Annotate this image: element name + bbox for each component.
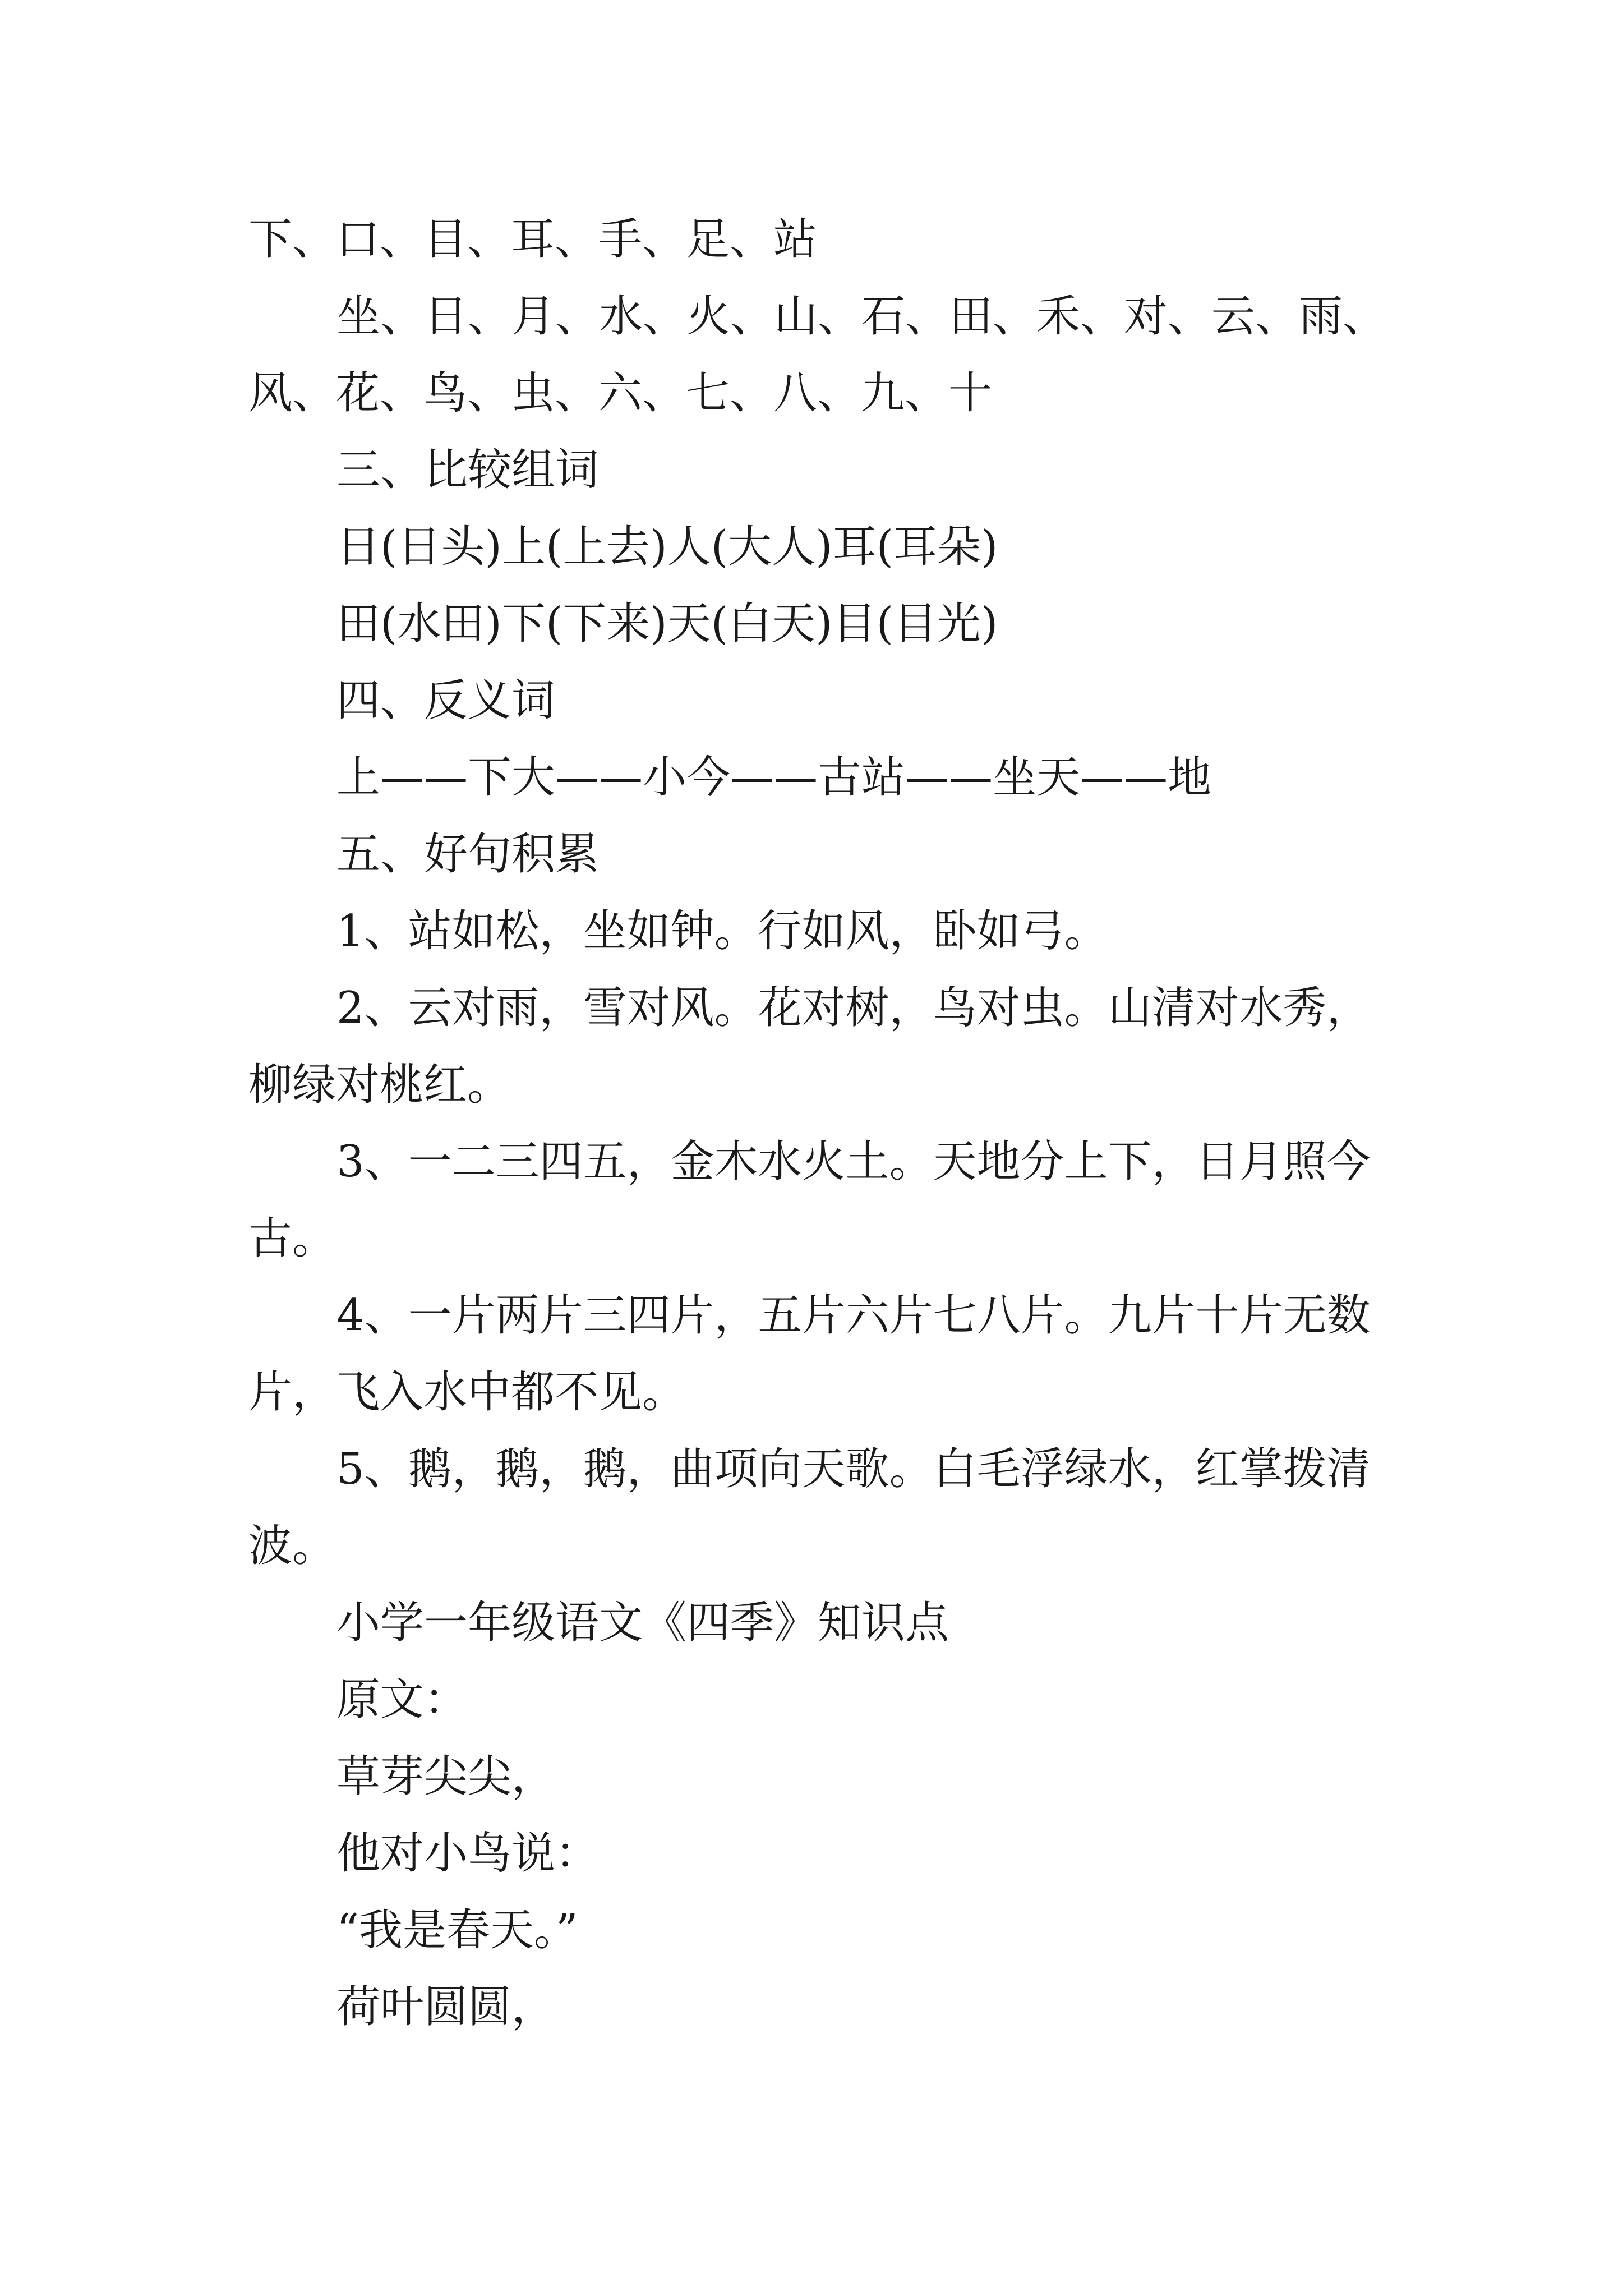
text-line-11: 2、云对雨，雪对风。花对树，鸟对虫。山清对水秀， xyxy=(336,983,1371,1033)
section-heading-good-sentences: 五、好句积累 xyxy=(336,829,600,880)
text-line-2: 坐、日、月、水、火、山、石、田、禾、对、云、雨、 xyxy=(336,291,1387,342)
text-line-1: 下、口、目、耳、手、足、站 xyxy=(248,214,818,265)
text-line-10: 1、站如松，坐如钟。行如风，卧如弓。 xyxy=(336,906,1108,956)
text-line-13: 3、一二三四五，金木水火土。天地分上下，日月照今 xyxy=(336,1137,1371,1187)
text-line-21: 草芽尖尖， xyxy=(336,1751,556,1802)
section-heading-four-seasons: 小学一年级语文《四季》知识点 xyxy=(336,1598,949,1648)
text-line-12: 柳绿对桃红。 xyxy=(248,1060,511,1110)
document-body xyxy=(248,214,1393,2062)
text-line-3: 风、花、鸟、虫、六、七、八、九、十 xyxy=(248,368,993,418)
text-line-15: 4、一片两片三四片，五片六片七八片。九片十片无数 xyxy=(336,1290,1371,1341)
text-line-20: 原文： xyxy=(336,1674,468,1725)
text-line-17: 5、鹅，鹅，鹅，曲项向天歌。白毛浮绿水，红掌拨清 xyxy=(336,1444,1371,1494)
section-heading-compare-words: 三、比较组词 xyxy=(336,445,600,495)
text-line-16: 片，飞入水中都不见。 xyxy=(248,1367,686,1418)
section-heading-antonyms: 四、反义词 xyxy=(336,675,556,726)
text-line-22: 他对小鸟说： xyxy=(336,1828,600,1879)
text-line-5: 日(日头)上(上去)人(大人)耳(耳朵) xyxy=(336,522,998,572)
text-line-8: 上——下大——小今——古站——坐天——地 xyxy=(336,752,1212,803)
text-line-24: 荷叶圆圆， xyxy=(336,1982,556,2032)
text-line-23: “我是春天。” xyxy=(336,1905,578,1955)
text-line-18: 波。 xyxy=(248,1521,336,1571)
text-line-14: 古。 xyxy=(248,1213,336,1264)
text-line-6: 田(水田)下(下来)天(白天)目(目光) xyxy=(336,599,998,649)
